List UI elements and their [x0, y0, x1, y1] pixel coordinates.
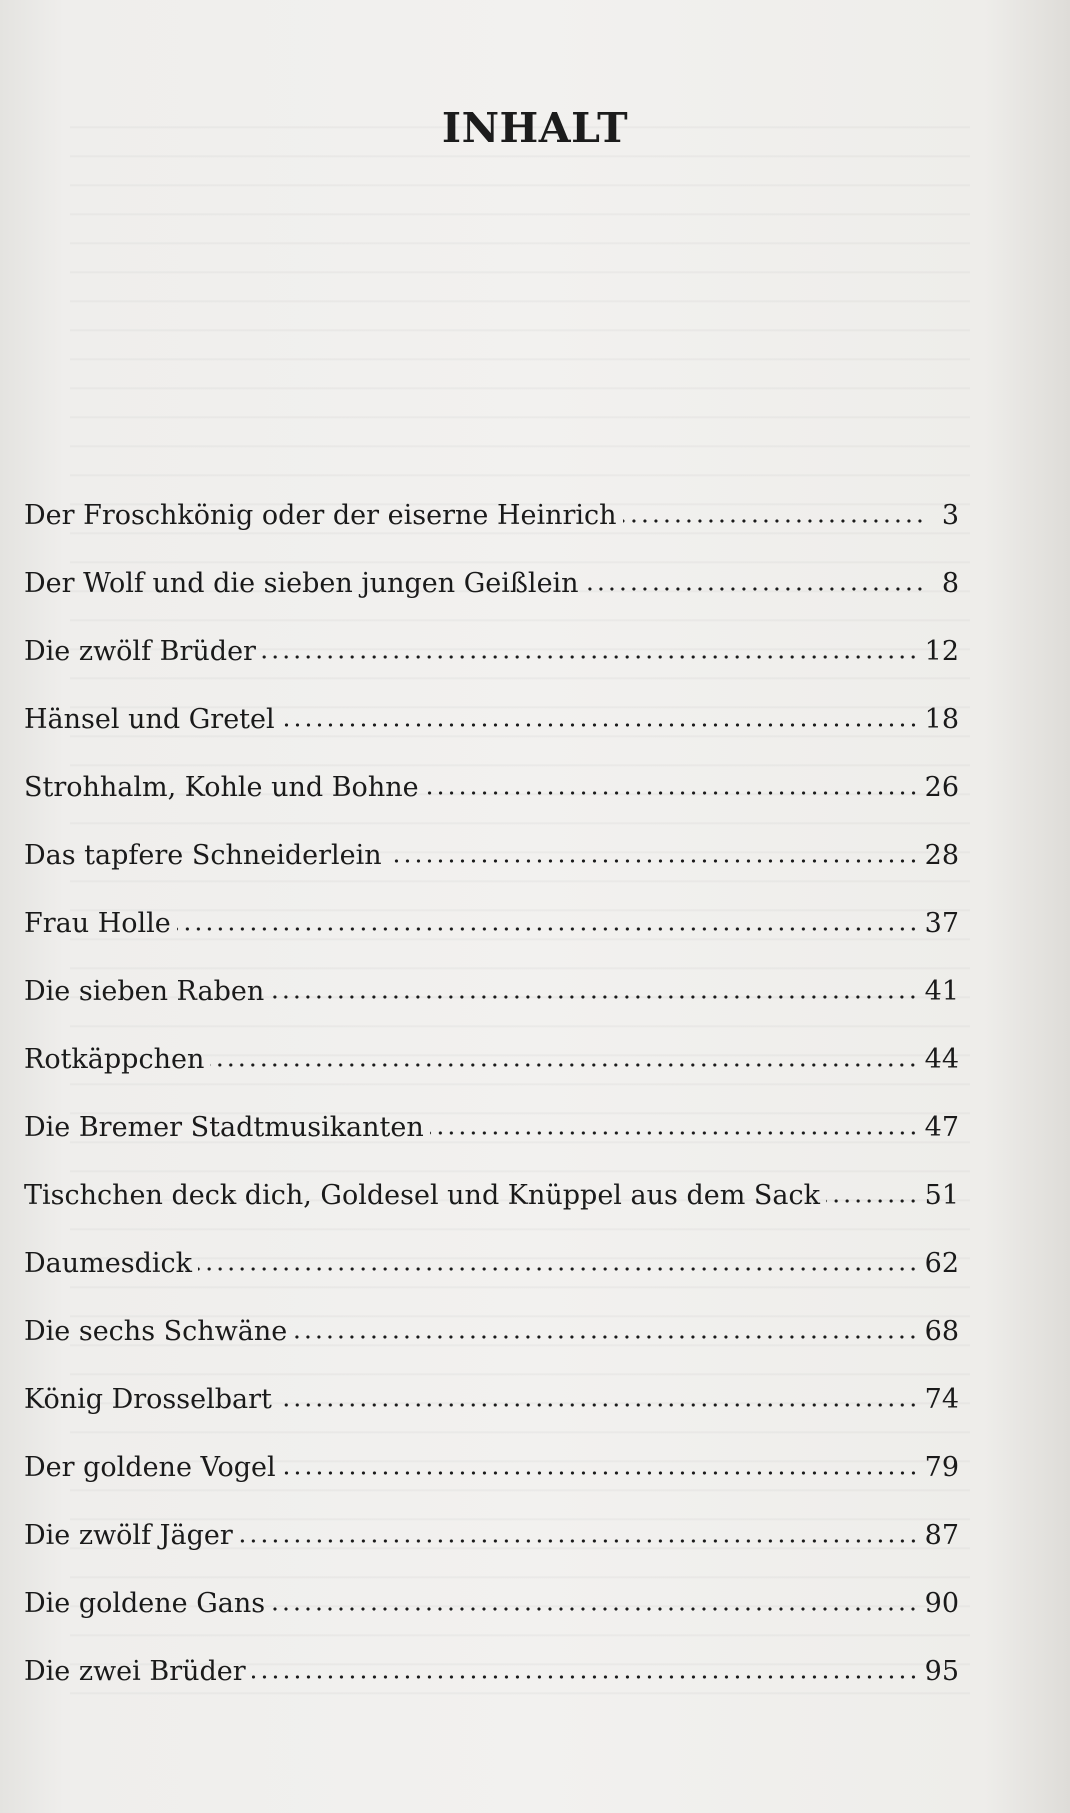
toc-entry-title: Die goldene Gans [24, 1588, 266, 1619]
toc-entry-page: 26 [924, 772, 959, 803]
toc-entry-page: 18 [924, 704, 959, 735]
dot-leader [198, 1266, 919, 1272]
toc-entry-title: Die Bremer Stadtmusikanten [24, 1112, 424, 1143]
toc-entry-title: Tischchen deck dich, Goldesel und Knüppel aus dem Sack [24, 1180, 820, 1211]
dot-leader [623, 518, 925, 524]
toc-entry [24, 500, 959, 568]
toc-entry-title: Strohhalm, Kohle und Bohne [24, 772, 419, 803]
toc-entry-title: Die zwölf Brüder [24, 636, 256, 667]
dot-leader [278, 1402, 919, 1408]
toc-entry [24, 1112, 959, 1180]
dot-leader [271, 1606, 918, 1612]
dot-leader [826, 1198, 919, 1204]
toc-entry-title: Daumesdick [24, 1248, 192, 1279]
toc-entry [24, 1520, 959, 1588]
toc-entry-page: 62 [924, 1248, 959, 1279]
toc-entry-page: 51 [924, 1180, 959, 1211]
toc-entry [24, 772, 959, 840]
toc-entry-title: Frau Holle [24, 908, 171, 939]
toc-entry-title: Die zwölf Jäger [24, 1520, 233, 1551]
toc-entry-title: Der goldene Vogel [24, 1452, 276, 1483]
dot-leader [177, 926, 919, 932]
page-title: INHALT [441, 104, 629, 152]
dot-leader [425, 790, 919, 796]
toc-entry-page: 68 [924, 1316, 959, 1347]
toc-entry [24, 568, 959, 636]
toc-entry [24, 1656, 959, 1724]
dot-leader [270, 994, 918, 1000]
table-of-contents [24, 500, 959, 1724]
toc-entry [24, 976, 959, 1044]
toc-entry-title: Der Wolf und die sieben jungen Geißlein [24, 568, 579, 599]
dot-leader [210, 1062, 918, 1068]
toc-entry-title: König Drosselbart [24, 1384, 272, 1415]
toc-entry [24, 1180, 959, 1248]
toc-entry-page: 8 [941, 568, 959, 599]
toc-entry-page: 79 [924, 1452, 959, 1483]
toc-entry [24, 840, 959, 908]
toc-entry-page: 3 [941, 500, 959, 531]
dot-leader [281, 722, 919, 728]
toc-entry-page: 87 [924, 1520, 959, 1551]
toc-entry [24, 1452, 959, 1520]
toc-entry-title: Die sechs Schwäne [24, 1316, 288, 1347]
dot-leader [388, 858, 919, 864]
dot-leader [293, 1334, 918, 1340]
toc-entry [24, 908, 959, 976]
toc-entry-page: 37 [924, 908, 959, 939]
dot-leader [585, 586, 925, 592]
toc-entry [24, 1316, 959, 1384]
dot-leader [239, 1538, 919, 1544]
dot-leader [252, 1674, 919, 1680]
dot-leader [430, 1130, 919, 1136]
toc-entry-title: Die zwei Brüder [24, 1656, 246, 1687]
toc-entry-page: 41 [924, 976, 959, 1007]
toc-entry-title: Hänsel und Gretel [24, 704, 275, 735]
toc-entry [24, 1248, 959, 1316]
toc-entry [24, 1384, 959, 1452]
toc-entry-page: 74 [924, 1384, 959, 1415]
toc-entry [24, 1044, 959, 1112]
toc-entry-page: 90 [924, 1588, 959, 1619]
toc-entry [24, 636, 959, 704]
toc-entry-title: Die sieben Raben [24, 976, 265, 1007]
toc-entry-page: 44 [924, 1044, 959, 1075]
toc-entry-title: Rotkäppchen [24, 1044, 205, 1075]
toc-entry [24, 704, 959, 772]
dot-leader [262, 654, 919, 660]
toc-entry-title: Das tapfere Schneiderlein [24, 840, 382, 871]
toc-entry [24, 1588, 959, 1656]
dot-leader [282, 1470, 919, 1476]
toc-entry-page: 95 [924, 1656, 959, 1687]
toc-entry-page: 47 [924, 1112, 959, 1143]
toc-entry-page: 12 [924, 636, 959, 667]
toc-entry-page: 28 [924, 840, 959, 871]
toc-entry-title: Der Froschkönig oder der eiserne Heinrich [24, 500, 617, 531]
